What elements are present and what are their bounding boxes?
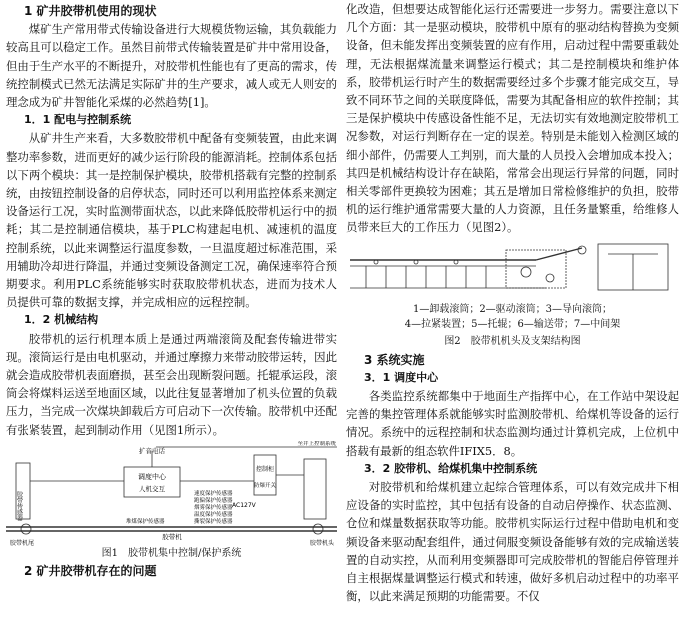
section-3-2-paragraph: 对胶带机和给煤机建立起综合管理体系，可以有效完成井下相应设备的实时监控，其中包括有设备的自动启停操作、状态监测、仓位和煤量数据获取等功能。胶带机实际运行过程中借助电机和变频设备来驱动配套组件，通过伺服变频设备能够有效的完成输送装置的自动实控，从而利用变频器即可完成胶带机的智能启停管理并自主根据煤量调整运行模式和转速，做好多机启动过程中的功率平衡，以此来满足预期的功能需要。不仅 [346, 480, 679, 604]
figure-2-diagram [346, 240, 679, 298]
left-column [6, 0, 337, 580]
fig1-list-item: 速度保护传感器 [194, 490, 233, 497]
fig1-right-box2-label: 防爆开关 [253, 482, 277, 489]
fig1-list-item: 堆煤保护传感器 [126, 518, 165, 525]
fig1-list-item: 温度保护传感器 [194, 511, 233, 518]
section-2-title: 2 矿井胶带机存在的问题 [24, 563, 157, 578]
fig1-right-label: 至井上控制系统 [297, 440, 336, 447]
section-1-paragraph: 煤矿生产常用带式传输设备进行大规模货物运输，其负载能力较高且可以稳定工作。虽然目前带式传输装置是矿井中常用设备，但由于生产水平的不断提升，对胶带机性能也有了更高的需求，传统控制模式已然无法满足实际矿井的生产要求，减人或无人则安的理念成为矿井智能化采煤的必然趋势[1]。 [6, 22, 337, 110]
fig1-belt-label: 胶带机 [162, 532, 182, 541]
section-1-2-paragraph: 胶带机的运行机理本质上是通过两端滚筒及配套传输进带实现。滚筒运行是由电机驱动，并通过摩擦力来带动胶带运转，因此就会造成胶带机表面磨损，甚至会出现断裂问题。托辊承运段，滚筒会将煤料运送至地面区域，以此往复显著增加了机头位置的负载压力，当完成一次煤块卸载后方可启动下一次传输。胶带机中还配有张紧装置，起到制动作用（见图1所示）。 [6, 331, 337, 437]
figure-1 [6, 441, 337, 547]
fig1-bottom-right-label: 胶带机头 [309, 539, 334, 547]
section-1-1-title: 1．1 配电与控制系统 [24, 113, 132, 127]
figure-2 [346, 240, 679, 298]
fig1-list-item: 烟雾保护传感器 [194, 504, 233, 511]
section-1-2-title: 1．2 机械结构 [24, 313, 99, 327]
section-3-2-title: 3．2 胶带机、给煤机集中控制系统 [364, 461, 538, 475]
figure-2-legend-line-1: 1—卸载滚筒；2—驱动滚筒；3—导向滚筒； [412, 303, 613, 315]
fig1-voltage-label: AC127V [232, 501, 256, 509]
section-1-title: 1 矿井胶带机使用的现状 [24, 4, 157, 18]
fig1-center-box2-label: 人机交互 [139, 484, 165, 493]
fig1-list-item: 跑偏保护传感器 [194, 497, 233, 504]
section-3-title: 3 系统实施 [364, 352, 425, 367]
section-3-1-title: 3．1 调度中心 [364, 370, 439, 384]
section-3-1-paragraph: 各类监控系统都集中于地面生产指挥中心，在工作站中架设起完善的集控管理体系就能够实时监测胶带机、给煤机等设备的运行情况。系统中的远程控制和状态监测均通过计算机完成，上位机中搭载有最新的组态软件IFIX5．8。 [346, 389, 679, 458]
fig1-center-box-label: 调度中心 [138, 472, 166, 481]
figure-2-caption: 图2 胶带机机头及支架结构图 [444, 335, 581, 347]
right-column [346, 0, 679, 605]
section-1-1-paragraph: 从矿井生产来看，大多数胶带机中配备有变频装置，由此来调整功率参数，进而更好的减少运行阶段的能源消耗。控制体系包括以下两个模块：其一是控制保护模块，胶带机搭载有完整的控制系统，由按钮控制设备的启停状态，同时还可以利用监控体系来测定设备运行工况，实时监测带面状态，以此来降低胶带机运行中的损耗；其二是控制通信模块，基于PLC构建起电机、减速机的温度控制系统，以此来调整运行温度参数，一旦温度超过标准范围，采用辅助冷却进行降温，并通过变频设备测定工况，确保速率符合预期要求。利用PLC系统能够实时获取胶带机状态，进而为技术人员提供可靠的数据支撑，并完成相应的远程控制。 [6, 131, 337, 310]
fig1-list-item: 撕裂保护传感器 [194, 518, 233, 525]
figure-2-legend-line-2: 4—拉紧装置；5—托辊；6—输送带；7—中间架 [404, 318, 621, 330]
fig1-left-box-label: 胶带传感器 [15, 490, 23, 521]
figure-1-caption: 图1 胶带机集中控制/保护系统 [101, 547, 242, 559]
fig1-bottom-left-label: 胶带机尾 [10, 539, 35, 547]
continued-paragraph: 化改造，但想要达成智能化运行还需要进一步努力。需要注意以下几个方面：其一是驱动模块，胶带机中原有的驱动结构替换为变频设备，但未能发挥出变频装置的应有作用，启动过程中需要重载处理，无法根据煤流量来调整运行模式；其二是控制模块和维护体系，胶带机运行时产生的数据需要经过多个步骤才能完成交互，导致不同环节之间的关联度降低，需要为其配备相应的软件控制；其三是保护模块中传感设备性能不足，无法切实有效地测定胶带机工况参数，对运行判断存在一定的误差。特别是未能划入检测区域的细小部件，仍需要人工判别，而大量的人员投入会增加成本投入；其四是机械结构设计存在缺陷，常常会出现运行异常的问题，同时相关零部件更换较为困难；其五是增加日常检修维护的负担，胶带机的运行维护通常需要大量的人力资源，且任务量繁重，给维修人员带来巨大的工作压力（见图2）。 [346, 2, 679, 235]
figure-1-diagram [6, 441, 337, 547]
fig1-right-box-label: 控制柜 [255, 465, 275, 473]
fig1-top-label: 扩音电话 [139, 446, 165, 455]
